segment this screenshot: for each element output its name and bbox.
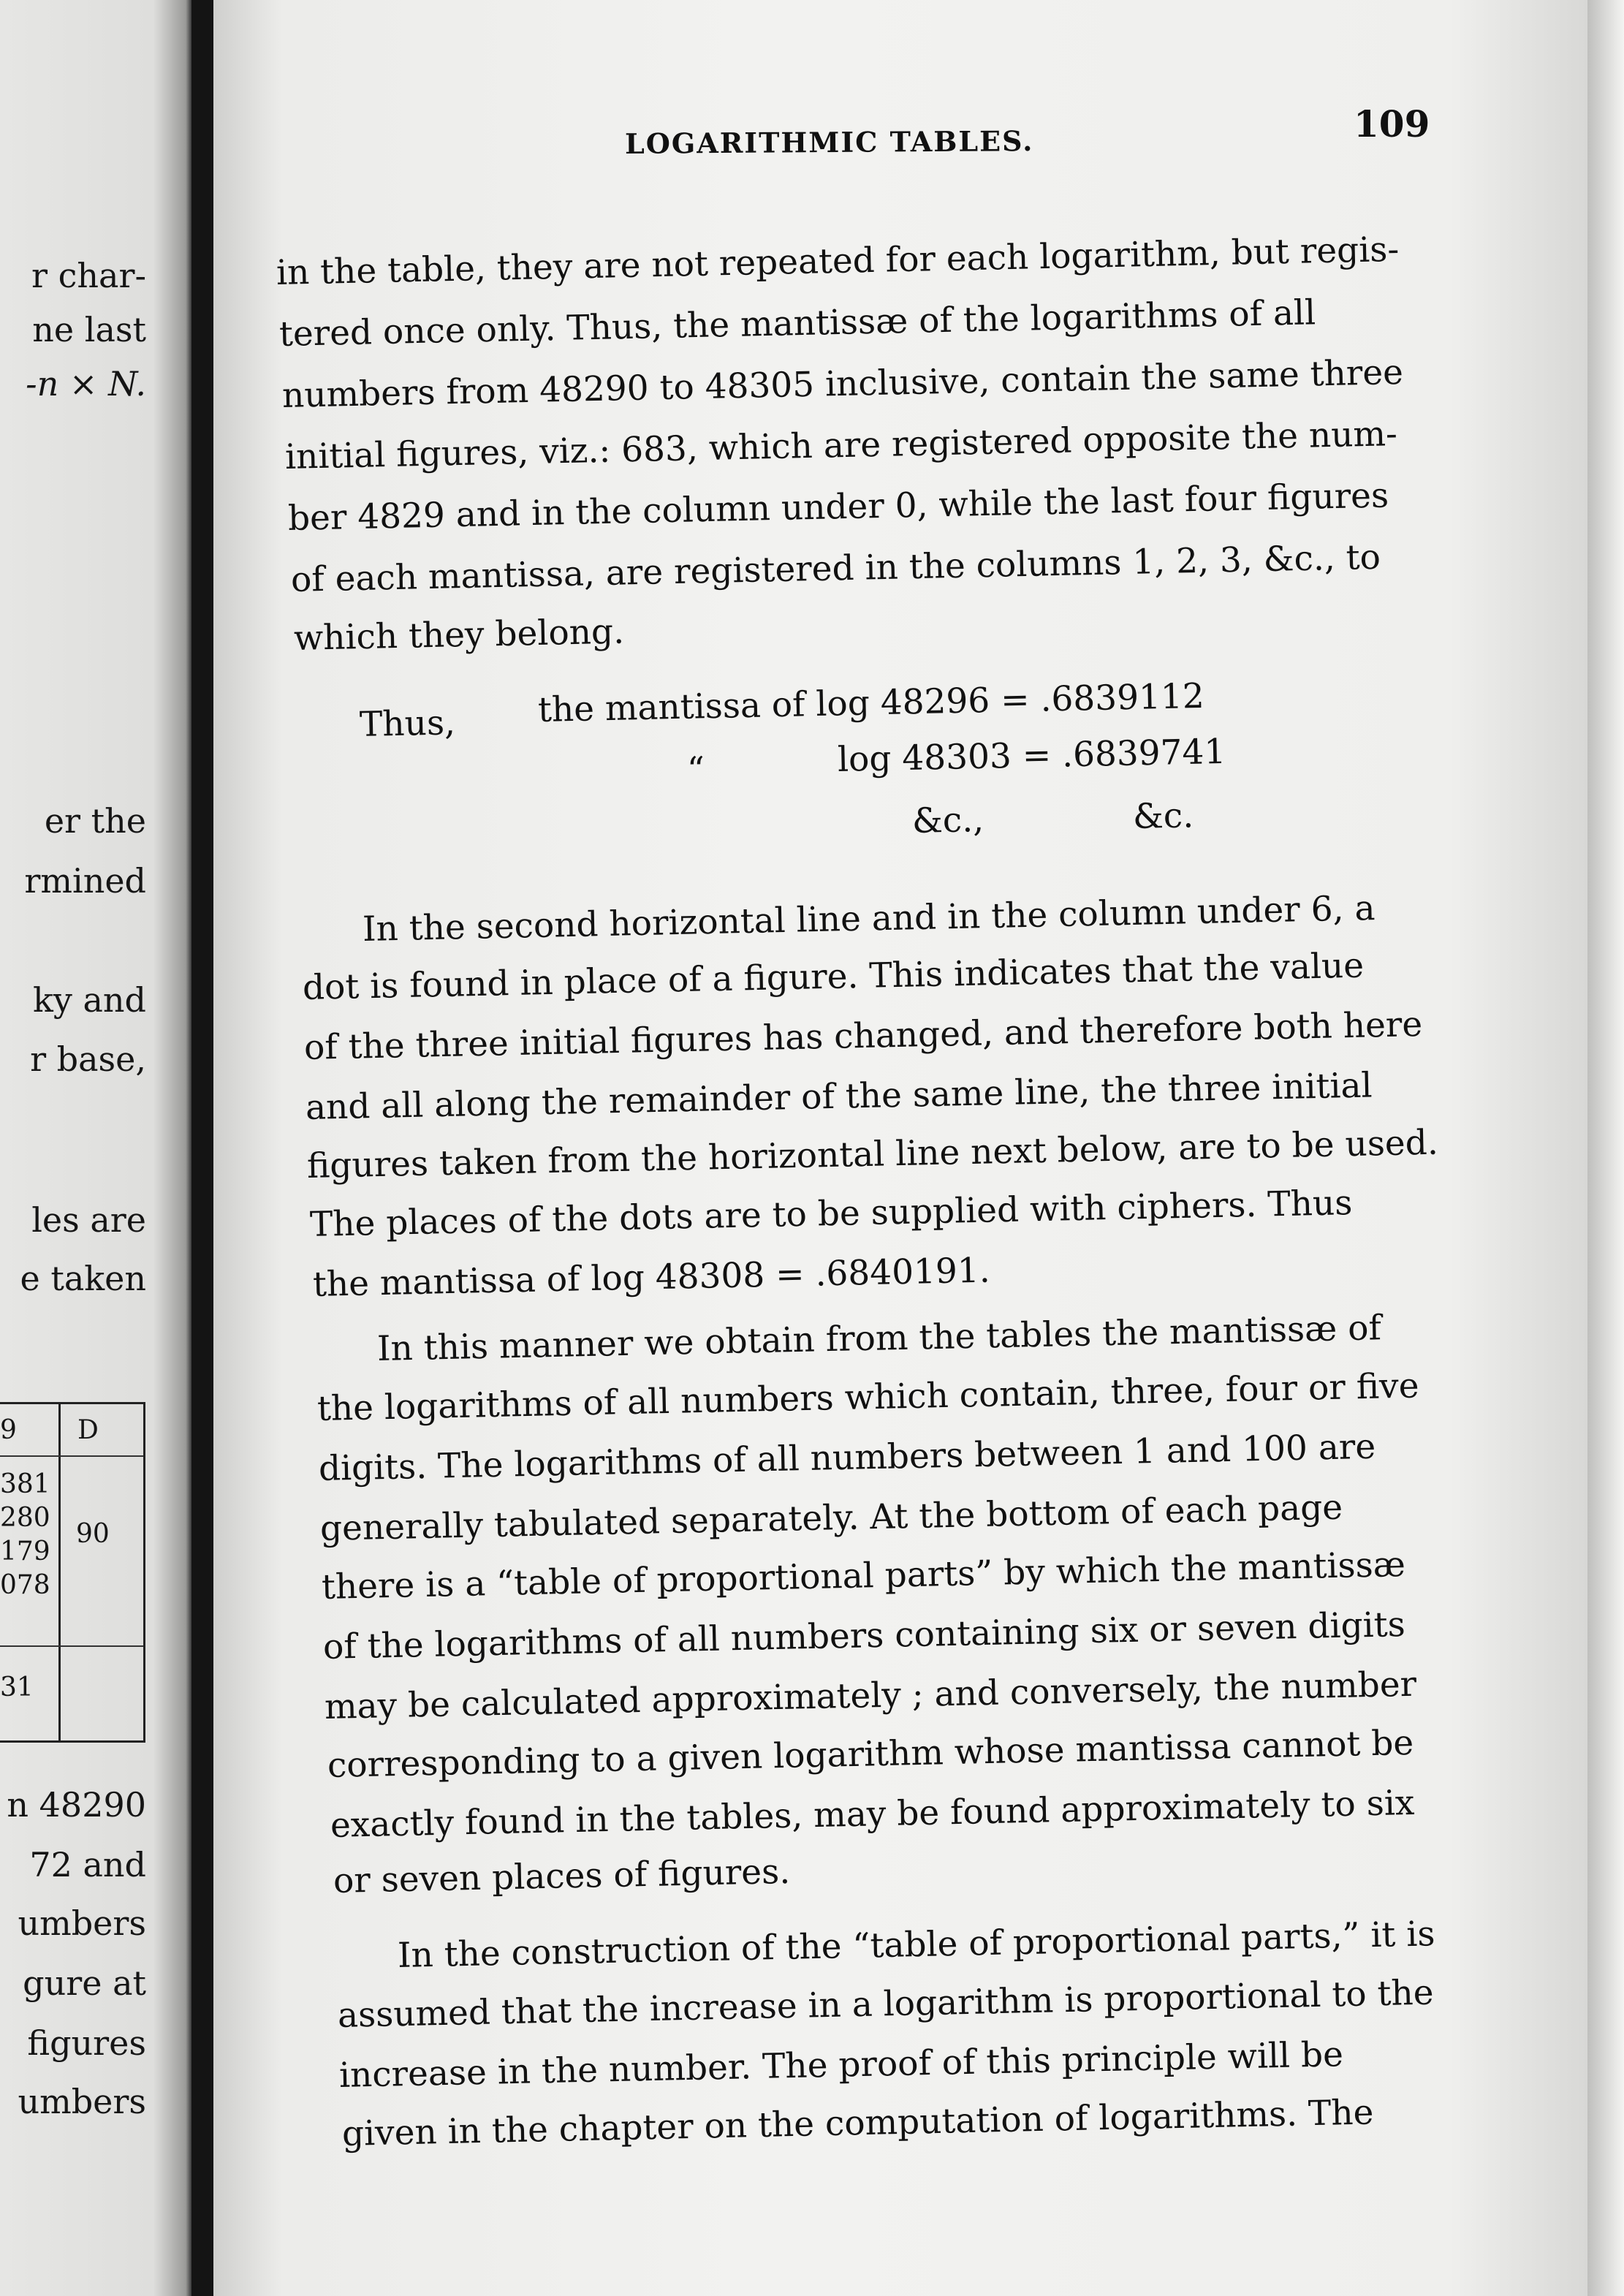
text-line: In the second horizontal line and in the column under 6, a (362, 887, 1376, 950)
example-line-2: log 48303 = .6839741 (837, 731, 1226, 780)
table-cell: 31 (0, 1672, 34, 1702)
left-page-line: ne last (32, 310, 146, 349)
text-line: corresponding to a given logarithm whose mantissa cannot be (327, 1722, 1414, 1786)
text-line: or seven places of figures. (333, 1851, 791, 1901)
left-page-line: n 48290 (7, 1785, 146, 1825)
text-line: which they belong. (293, 611, 625, 659)
text-line: and all along the remainder of the same line, the three initial (305, 1065, 1373, 1128)
left-page-line: ky and (33, 980, 146, 1020)
example-line-1: the mantissa of log 48296 = .6839112 (537, 675, 1205, 730)
table-cell: 280 (0, 1503, 50, 1533)
text-line: In this manner we obtain from the tables the mantissæ of (376, 1308, 1382, 1369)
left-page-line: 72 and (29, 1845, 146, 1884)
running-head: LOGARITHMIC TABLES. (624, 124, 1034, 160)
left-facing-page (0, 0, 191, 2296)
table-cell: 381 (0, 1469, 50, 1499)
text-line: figures taken from the horizontal line next below, are to be used. (306, 1122, 1439, 1186)
table-rule (0, 1645, 143, 1647)
left-page-line: umbers (18, 1903, 146, 1943)
text-line: the mantissa of log 48308 = .6840191. (312, 1250, 991, 1305)
text-line: given in the chapter on the computation of logarithms. The (341, 2092, 1374, 2154)
text-line: the logarithms of all numbers which contain, three, four or five (316, 1365, 1420, 1429)
table-rule (0, 1455, 143, 1457)
text-line: may be calculated approximately ; and conversely, the number (324, 1664, 1417, 1727)
left-page-line: -n × N. (26, 364, 146, 403)
example-thus: Thus, (359, 702, 456, 745)
text-line: In the construction of the “table of proportional parts,” it is (397, 1914, 1435, 1976)
page-number: 109 (1354, 102, 1430, 145)
text-line: increase in the number. The proof of this principle will be (338, 2034, 1344, 2096)
table-cell: 078 (0, 1570, 50, 1600)
example-etc-left: &c., (911, 799, 984, 841)
text-line: The places of the dots are to be supplied with ciphers. Thus (309, 1183, 1353, 1245)
text-line: exactly found in the tables, may be found approximately to six (330, 1782, 1415, 1846)
table-cell: 179 (0, 1537, 50, 1566)
example-ditto-mark: “ (686, 749, 705, 790)
left-page-line: les are (31, 1200, 146, 1240)
left-page-log-table (0, 1402, 145, 1743)
text-line: ber 4829 and in the column under 0, while the last four figures (287, 475, 1389, 539)
text-line: tered once only. Thus, the mantissæ of the logarithms of all (278, 292, 1316, 355)
left-page-line: umbers (18, 2082, 146, 2121)
table-header-9: 9 (0, 1415, 17, 1445)
text-line: dot is found in place of a figure. This indicates that the value (302, 945, 1365, 1008)
text-line: of the logarithms of all numbers containing six or seven digits (322, 1604, 1406, 1667)
left-page-line: figures (27, 2023, 146, 2063)
left-page-line: rmined (24, 861, 146, 901)
table-header-d: D (77, 1415, 99, 1445)
text-line: digits. The logarithms of all numbers between 1 and 100 are (318, 1426, 1376, 1489)
left-page-line: r char- (31, 256, 146, 295)
left-page-line: er the (44, 801, 146, 841)
text-line: numbers from 48290 to 48305 inclusive, contain the same three (281, 352, 1404, 416)
text-line: in the table, they are not repeated for each logarithm, but regis- (276, 229, 1400, 293)
text-line: there is a “table of proportional parts” by which the mantissæ (321, 1544, 1406, 1607)
table-divider (58, 1404, 61, 1740)
text-line: initial figures, viz.: 683, which are registered opposite the num- (284, 414, 1398, 477)
page-edge (1587, 0, 1624, 2296)
text-line: generally tabulated separately. At the bottom of each page (319, 1487, 1343, 1549)
left-page-line: r base, (30, 1039, 146, 1079)
left-page-line: gure at (23, 1963, 146, 2003)
text-line: of each mantissa, are registered in the columns 1, 2, 3, &c., to (290, 537, 1381, 600)
text-line: of the three initial figures has changed, and therefore both here (303, 1004, 1423, 1068)
text-line: assumed that the increase in a logarithm is proportional to the (337, 1972, 1435, 2036)
table-cell-d: 90 (76, 1519, 110, 1549)
left-page-line: e taken (20, 1259, 146, 1298)
example-etc-right: &c. (1132, 795, 1194, 837)
